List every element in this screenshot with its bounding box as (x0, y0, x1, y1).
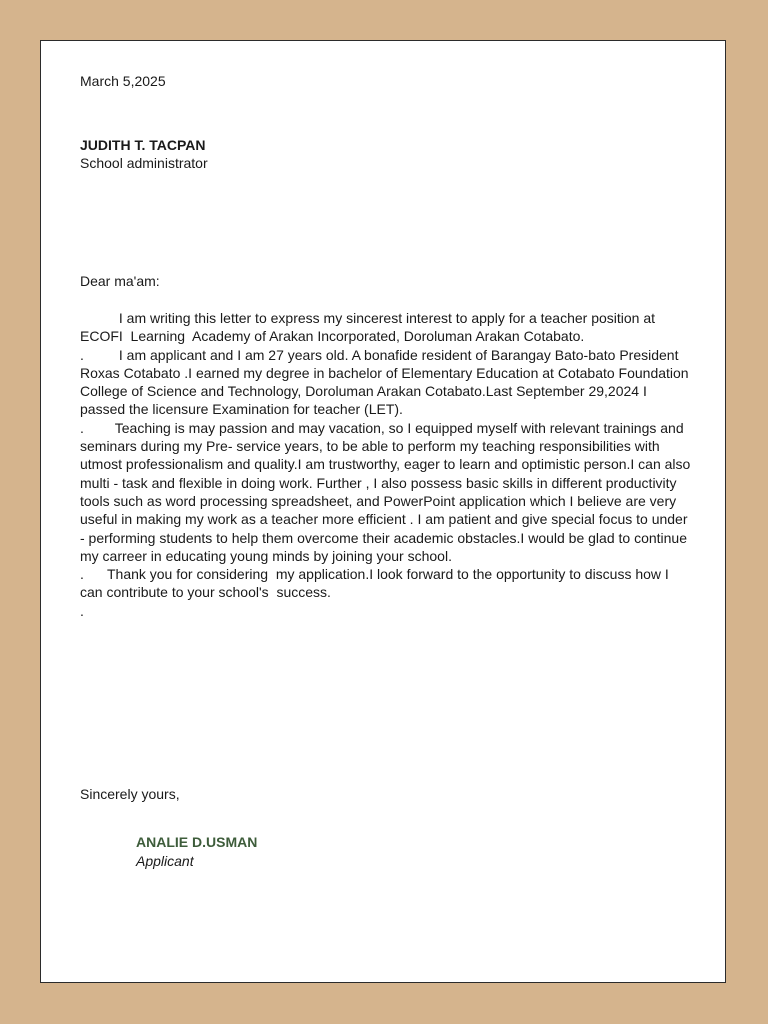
signature-title: Applicant (136, 853, 194, 869)
letter-date: March 5,2025 (80, 73, 166, 89)
letter-page (40, 40, 726, 983)
recipient-title: School administrator (80, 155, 208, 171)
letter-body (80, 309, 695, 620)
recipient-name: JUDITH T. TACPAN (80, 137, 206, 153)
body-paragraph: . Teaching is may passion and may vacation, so I equipped myself with relevant trainings and seminars during my Pre- service years, to be able to perform my teaching responsibilities with utmost professionalism and quality.I am trustworthy, eager to learn and optimistic person.I can also multi - task and flexible in doing work. Further , I also possess basic skills in different productivity tools such as word processing spreadsheet, and PowerPoint application which I believe are very useful in making my work as a teacher more efficient . I am patient and give special focus to under - performing students to help them overcome their academic obstacles.I would be glad to continue my carreer in educating young minds by joining your school. (80, 419, 695, 564)
closing: Sincerely yours, (80, 786, 180, 802)
recipient-block (80, 136, 208, 172)
body-paragraph: . Thank you for considering my application.I look forward to the opportunity to discuss how I can contribute to your school's success. (80, 566, 673, 601)
body-paragraph: . (80, 602, 84, 619)
salutation: Dear ma'am: (80, 273, 160, 289)
signature-name: ANALIE D.USMAN (136, 834, 258, 850)
signature-block (136, 833, 257, 871)
body-paragraph: . I am applicant and I am 27 years old. A bonafide resident of Barangay Bato-bato President Roxas Cotabato .I earned my degree in bachelor of Elementary Education at Cotabato Foundation College of Science and Technology, Doroluman Arakan Cotabato.Last September 29,2024 I passed the licensure Examination for teacher (LET). (80, 346, 693, 418)
body-paragraph: I am writing this letter to express my sincerest interest to apply for a teacher position at ECOFI Learning Academy of Arakan Incorporated, Doroluman Arakan Cotabato. (80, 310, 659, 345)
